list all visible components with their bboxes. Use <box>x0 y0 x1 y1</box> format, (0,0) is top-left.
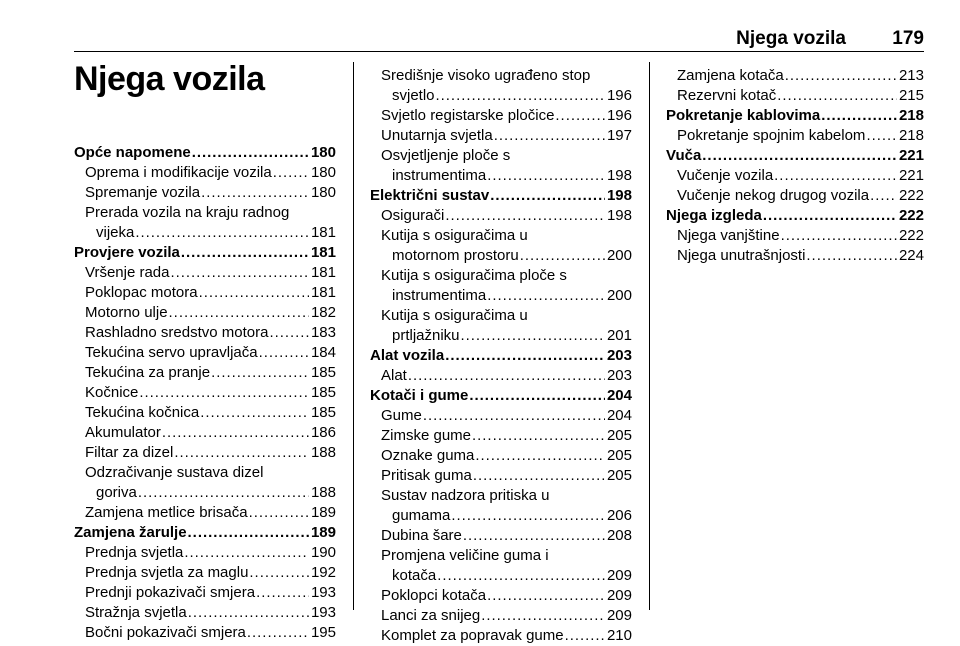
dot-leader <box>451 506 605 526</box>
toc-entry-title: Tekućina kočnica <box>85 404 200 421</box>
toc-entry[interactable] <box>74 363 336 383</box>
toc-page-number: 203 <box>606 367 632 384</box>
toc-page-number: 181 <box>310 284 336 301</box>
toc-entry[interactable] <box>370 606 632 626</box>
toc-page-number: 213 <box>898 67 924 84</box>
toc-entry-line: Odzračivanje sustava dizel <box>85 464 264 481</box>
toc-page-number: 204 <box>606 387 632 404</box>
toc-entry-line: Kutija s osiguračima u <box>381 227 528 244</box>
toc-entry-title: Poklopac motora <box>85 284 198 301</box>
toc-entry[interactable] <box>370 506 632 526</box>
toc-entry[interactable] <box>74 623 336 643</box>
toc-page-number: 185 <box>310 384 336 401</box>
toc-entry-title: Vučenje vozila <box>677 167 774 184</box>
dot-leader <box>408 366 605 386</box>
toc-entry-title: motornom prostoru <box>392 247 519 264</box>
dot-leader <box>249 503 309 523</box>
toc-entry[interactable] <box>74 403 336 423</box>
dot-leader <box>806 246 897 266</box>
toc-entry-title: Zimske gume <box>381 427 472 444</box>
toc-entry-title: Dubina šare <box>381 527 462 544</box>
toc-entry-title: Zamjena kotača <box>677 67 784 84</box>
toc-page-number: 215 <box>898 87 924 104</box>
toc-entry-title: Pokretanje spojnim kabelom <box>677 127 866 144</box>
toc-entry-title: Stražnja svjetla <box>85 604 187 621</box>
toc-section[interactable] <box>370 186 632 206</box>
toc-entry-line: Promjena veličine guma i <box>381 547 549 564</box>
toc-entry[interactable] <box>74 223 336 243</box>
toc-page-number: 196 <box>606 107 632 124</box>
toc-page-number: 185 <box>310 364 336 381</box>
dot-leader <box>555 106 605 126</box>
toc-page-number: 181 <box>310 244 336 261</box>
dot-leader <box>487 166 605 186</box>
toc-entry[interactable] <box>666 246 924 266</box>
toc-page-number: 193 <box>310 584 336 601</box>
toc-section[interactable] <box>74 523 336 543</box>
dot-leader <box>188 523 309 543</box>
toc-page-number: 184 <box>310 344 336 361</box>
toc-section[interactable] <box>370 346 632 366</box>
toc-page-number: 190 <box>310 544 336 561</box>
toc-entry[interactable] <box>370 446 632 466</box>
toc-entry[interactable] <box>74 443 336 463</box>
dot-leader <box>437 566 605 586</box>
toc-entry-title: Kotači i gume <box>370 387 469 404</box>
toc-page-number: 221 <box>898 167 924 184</box>
toc-entry[interactable] <box>370 166 632 186</box>
dot-leader <box>565 626 605 646</box>
toc-page-number: 180 <box>310 184 336 201</box>
column-divider <box>353 62 354 610</box>
toc-entry-title: Njega vanjštine <box>677 227 780 244</box>
toc-page-number: 224 <box>898 247 924 264</box>
toc-page-number: 180 <box>310 144 336 161</box>
dot-leader <box>461 326 605 346</box>
dot-leader <box>269 323 309 343</box>
toc-page-number: 222 <box>898 187 924 204</box>
toc-entry-title: kotača <box>392 567 437 584</box>
dot-leader <box>481 606 605 626</box>
toc-entry-title: Zamjena metlice brisača <box>85 504 248 521</box>
toc-entry-title: Bočni pokazivači smjera <box>85 624 246 641</box>
toc-entry[interactable] <box>74 283 336 303</box>
toc-entry-line: Kutija s osiguračima u <box>381 307 528 324</box>
toc-entry[interactable] <box>666 166 924 186</box>
toc-entry-title: Rezervni kotač <box>677 87 777 104</box>
toc-page-number: 205 <box>606 467 632 484</box>
toc-entry[interactable] <box>370 326 632 346</box>
dot-leader <box>785 66 897 86</box>
toc-entry-title: Kočnice <box>85 384 139 401</box>
toc-entry-title: Zamjena žarulje <box>74 524 187 541</box>
dot-leader <box>200 403 309 423</box>
dot-leader <box>487 586 605 606</box>
toc-page-number: 188 <box>310 484 336 501</box>
toc-entry[interactable] <box>74 343 336 363</box>
toc-section[interactable] <box>666 206 924 226</box>
dot-leader <box>192 143 309 163</box>
toc-entry-title: gumama <box>392 507 451 524</box>
dot-leader <box>184 543 309 563</box>
column-divider <box>649 62 650 610</box>
toc-entry-title: svjetlo <box>392 87 435 104</box>
dot-leader <box>436 86 605 106</box>
toc-entry-title: Provjere vozila <box>74 244 180 261</box>
toc-entry[interactable] <box>666 186 924 206</box>
dot-leader <box>472 426 605 446</box>
toc-entry[interactable] <box>370 286 632 306</box>
toc-entry[interactable] <box>74 383 336 403</box>
page-header <box>74 28 924 50</box>
toc-page-number: 222 <box>898 227 924 244</box>
dot-leader <box>866 126 897 146</box>
toc-entry[interactable] <box>370 246 632 266</box>
toc-page-number: 185 <box>310 404 336 421</box>
toc-entry[interactable] <box>74 323 336 343</box>
dot-leader <box>211 363 309 383</box>
toc-entry[interactable] <box>370 626 632 646</box>
toc-entry-title: Oprema i modifikacije vozila <box>85 164 272 181</box>
toc-page-number: 198 <box>606 187 632 204</box>
toc-entry-title: Unutarnja svjetla <box>381 127 493 144</box>
toc-page-number: 201 <box>606 327 632 344</box>
toc-page-number: 218 <box>898 127 924 144</box>
dot-leader <box>138 483 309 503</box>
toc-entry-title: Motorno ulje <box>85 304 168 321</box>
toc-entry-title: Alat <box>381 367 407 384</box>
toc-page-number: 192 <box>310 564 336 581</box>
toc-section[interactable] <box>666 106 924 126</box>
toc-entry-title: Opće napomene <box>74 144 191 161</box>
toc-entry[interactable] <box>370 206 632 226</box>
toc-section[interactable] <box>74 143 336 163</box>
toc-column-1 <box>74 143 336 643</box>
toc-entry-line: Osvjetljenje ploče s <box>381 147 511 164</box>
toc-column-2 <box>370 66 632 646</box>
toc-page-number: 209 <box>606 607 632 624</box>
dot-leader <box>259 343 309 363</box>
running-title: Njega vozila <box>736 28 846 49</box>
toc-entry[interactable] <box>370 126 632 146</box>
toc-section[interactable] <box>74 243 336 263</box>
toc-entry[interactable] <box>74 423 336 443</box>
toc-entry-title: Alat vozila <box>370 347 445 364</box>
dot-leader <box>135 223 309 243</box>
toc-entry-title: Tekućina servo upravljača <box>85 344 258 361</box>
toc-page-number: 180 <box>310 164 336 181</box>
page-number: 179 <box>892 28 924 49</box>
toc-entry-title: prtljažniku <box>392 327 460 344</box>
toc-page-number: 181 <box>310 224 336 241</box>
toc-entry[interactable] <box>666 86 924 106</box>
dot-leader <box>247 623 309 643</box>
dot-leader <box>169 303 309 323</box>
toc-entry[interactable] <box>74 583 336 603</box>
toc-page-number: 205 <box>606 427 632 444</box>
toc-entry[interactable] <box>370 426 632 446</box>
toc-section[interactable] <box>370 386 632 406</box>
toc-entry-title: Vučenje nekog drugog vozila <box>677 187 870 204</box>
toc-entry-title: Prednja svjetla za maglu <box>85 564 249 581</box>
toc-page-number: 197 <box>606 127 632 144</box>
dot-leader <box>201 183 309 203</box>
toc-entry[interactable] <box>370 366 632 386</box>
toc-entry-title: Tekućina za pranje <box>85 364 211 381</box>
toc-page-number: 204 <box>606 407 632 424</box>
toc-page-number: 221 <box>898 147 924 164</box>
dot-leader <box>821 106 897 126</box>
dot-leader <box>702 146 897 166</box>
toc-page-number: 209 <box>606 567 632 584</box>
toc-page-number: 186 <box>310 424 336 441</box>
toc-entry-title: Poklopci kotača <box>381 587 487 604</box>
toc-page-number: 182 <box>310 304 336 321</box>
toc-page-number: 218 <box>898 107 924 124</box>
dot-leader <box>494 126 605 146</box>
toc-column-3 <box>666 66 924 266</box>
toc-entry[interactable] <box>74 603 336 623</box>
toc-entry-line: Kutija s osiguračima ploče s <box>381 267 567 284</box>
toc-entry[interactable] <box>370 406 632 426</box>
dot-leader <box>469 386 605 406</box>
dot-leader <box>781 226 897 246</box>
toc-entry-line: Prerada vozila na kraju radnog <box>85 204 290 221</box>
toc-page-number: 206 <box>606 507 632 524</box>
toc-page-number: 189 <box>310 524 336 541</box>
toc-page-number: 193 <box>310 604 336 621</box>
dot-leader <box>445 346 605 366</box>
toc-page-number: 198 <box>606 207 632 224</box>
dot-leader <box>445 206 605 226</box>
dot-leader <box>249 563 309 583</box>
toc-entry[interactable] <box>74 303 336 323</box>
toc-entry[interactable] <box>666 126 924 146</box>
dot-leader <box>162 423 309 443</box>
toc-page-number: 181 <box>310 264 336 281</box>
toc-entry-title: Pokretanje kablovima <box>666 107 821 124</box>
dot-leader <box>774 166 897 186</box>
toc-entry-title: Osigurači <box>381 207 445 224</box>
toc-entry-title: Njega izgleda <box>666 207 762 224</box>
toc-entry-title: Spremanje vozila <box>85 184 201 201</box>
dot-leader <box>174 443 309 463</box>
toc-page-number: 183 <box>310 324 336 341</box>
toc-entry[interactable] <box>74 483 336 503</box>
toc-entry[interactable] <box>370 526 632 546</box>
toc-entry[interactable] <box>370 86 632 106</box>
dot-leader <box>139 383 309 403</box>
toc-entry[interactable] <box>74 183 336 203</box>
toc-entry-title: goriva <box>96 484 137 501</box>
toc-page-number: 208 <box>606 527 632 544</box>
toc-page-number: 189 <box>310 504 336 521</box>
toc-page-number: 198 <box>606 167 632 184</box>
dot-leader <box>463 526 605 546</box>
dot-leader <box>171 263 309 283</box>
toc-entry-title: Filtar za dizel <box>85 444 174 461</box>
toc-page-number: 200 <box>606 247 632 264</box>
toc-entry-line: Središnje visoko ugrađeno stop <box>381 67 591 84</box>
dot-leader <box>256 583 309 603</box>
toc-entry-title: Akumulator <box>85 424 161 441</box>
toc-page-number: 196 <box>606 87 632 104</box>
toc-page-number: 205 <box>606 447 632 464</box>
toc-page-number: 195 <box>310 624 336 641</box>
toc-page-number: 209 <box>606 587 632 604</box>
header-rule <box>74 51 924 52</box>
toc-entry[interactable] <box>370 106 632 126</box>
dot-leader <box>475 446 605 466</box>
toc-entry[interactable] <box>74 163 336 183</box>
dot-leader <box>520 246 605 266</box>
toc-page-number: 188 <box>310 444 336 461</box>
dot-leader <box>487 286 605 306</box>
dot-leader <box>181 243 309 263</box>
toc-entry-title: Električni sustav <box>370 187 490 204</box>
dot-leader <box>490 186 605 206</box>
toc-entry[interactable] <box>370 466 632 486</box>
toc-entry-title: Pritisak guma <box>381 467 472 484</box>
dot-leader <box>473 466 605 486</box>
toc-entry-title: Oznake guma <box>381 447 475 464</box>
toc-entry[interactable] <box>666 226 924 246</box>
toc-entry-title: Lanci za snijeg <box>381 607 481 624</box>
toc-entry-title: Rashladno sredstvo motora <box>85 324 269 341</box>
toc-entry-title: Vršenje rada <box>85 264 170 281</box>
toc-entry[interactable] <box>74 263 336 283</box>
toc-entry-title: Komplet za popravak gume <box>381 627 564 644</box>
dot-leader <box>870 186 897 206</box>
chapter-title: Njega vozila <box>74 60 265 98</box>
toc-entry-line: Sustav nadzora pritiska u <box>381 487 550 504</box>
toc-entry[interactable] <box>370 566 632 586</box>
dot-leader <box>777 86 897 106</box>
toc-entry-title: Gume <box>381 407 422 424</box>
toc-entry[interactable] <box>74 543 336 563</box>
toc-entry[interactable] <box>74 563 336 583</box>
toc-page-number: 200 <box>606 287 632 304</box>
toc-entry-title: instrumentima <box>392 287 487 304</box>
toc-entry-title: Prednja svjetla <box>85 544 184 561</box>
toc-page-number: 222 <box>898 207 924 224</box>
toc-entry-title: Svjetlo registarske pločice <box>381 107 555 124</box>
dot-leader <box>199 283 309 303</box>
toc-entry[interactable] <box>666 66 924 86</box>
toc-page-number: 210 <box>606 627 632 644</box>
toc-entry-title: Prednji pokazivači smjera <box>85 584 256 601</box>
toc-entry-title: Njega unutrašnjosti <box>677 247 806 264</box>
toc-entry-title: instrumentima <box>392 167 487 184</box>
toc-entry-title: Vuča <box>666 147 702 164</box>
dot-leader <box>273 163 309 183</box>
dot-leader <box>188 603 309 623</box>
dot-leader <box>763 206 897 226</box>
toc-page-number: 203 <box>606 347 632 364</box>
toc-entry[interactable] <box>74 503 336 523</box>
toc-section[interactable] <box>666 146 924 166</box>
dot-leader <box>423 406 605 426</box>
toc-entry[interactable] <box>370 586 632 606</box>
toc-entry-title: vijeka <box>96 224 135 241</box>
